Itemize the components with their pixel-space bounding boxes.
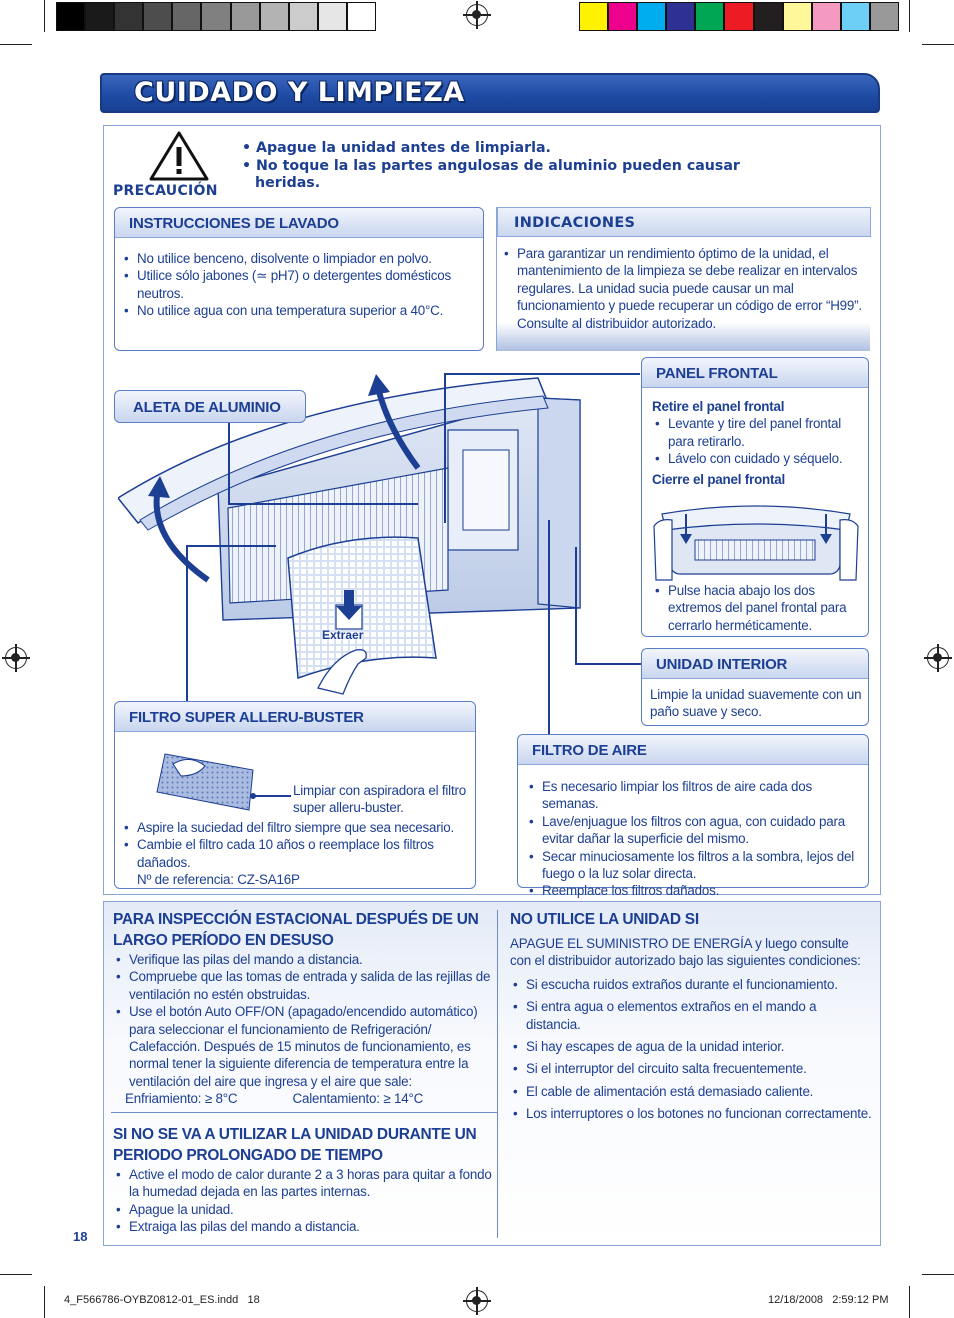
- list-item: • Lave/enjuague los filtros con agua, con cuidado para evitar dañar la superficie del mismo.: [526, 813, 866, 848]
- close-panel-illustration: [650, 496, 862, 581]
- aluminium-fin-box: [114, 390, 306, 423]
- connector-line: [186, 545, 188, 701]
- crop-mark: [909, 0, 910, 32]
- list-item: • Si hay escapes de agua de la unidad interior.: [510, 1038, 872, 1055]
- connector-line: [444, 373, 446, 523]
- color-swatch: [114, 2, 143, 31]
- registration-mark-icon: [466, 1290, 488, 1312]
- indications-header: INDICACIONES: [514, 215, 636, 231]
- column-divider: [497, 910, 498, 1238]
- heating-value: Calentamiento: ≥ 14°C: [292, 1091, 424, 1107]
- list-item: • Para garantizar un rendimiento óptimo de la unidad, el mantenimiento de la limpieza se debe realizar en intervalos regulares. La unidad sucia puede causar un mal funcionamiento y puede recuperar un código de error “H99”. Consulte al distribuidor autorizado.: [501, 245, 867, 332]
- do-not-use-intro: APAGUE EL SUMINISTRO DE ENERGÍA y luego consulte con el distribuidor autorizado bajo las siguientes condiciones:: [510, 936, 861, 969]
- list-item: • Secar minuciosamente los filtros a la sombra, lejos del fuego o la luz solar directa.: [526, 848, 866, 883]
- color-swatch: [637, 2, 666, 31]
- connector-line: [228, 503, 418, 505]
- title-banner: [100, 73, 880, 113]
- aluminium-fin-header: ALETA DE ALUMINIO: [133, 399, 281, 416]
- color-swatch: [579, 2, 608, 31]
- washing-header: INSTRUCCIONES DE LAVADO: [129, 215, 339, 232]
- registration-mark-icon: [5, 647, 27, 669]
- caution-line: • No toque la las partes angulosas de aluminio pueden causar: [242, 157, 740, 174]
- list-item: • Si el interruptor del circuito salta frecuentemente.: [510, 1060, 872, 1077]
- caution-line: heridas.: [255, 175, 321, 191]
- footer-file-info: 4_F566786-OYBZ0812-01_ES.indd 18: [64, 1294, 260, 1306]
- box-header: [642, 649, 868, 679]
- color-swatch: [231, 2, 260, 31]
- color-swatch: [608, 2, 637, 31]
- list-item: • Compruebe que las tomas de entrada y salida de las rejillas de ventilación no estén obstruidas.: [113, 968, 491, 1003]
- color-swatch: [812, 2, 841, 31]
- crop-mark: [0, 44, 32, 45]
- air-filter-box: [517, 734, 869, 899]
- crop-mark: [909, 1286, 910, 1318]
- crop-mark: [922, 1274, 954, 1275]
- list-item: • Pulse hacia abajo los dos extremos del panel frontal para cerrarlo herméticamente.: [652, 582, 864, 634]
- crop-mark: [44, 0, 45, 32]
- footer-timestamp: 12/18/2008 2:59:12 PM: [768, 1294, 889, 1306]
- list-item: • Levante y tire del panel frontal para retirarlo.: [652, 415, 864, 450]
- box-header: [115, 208, 483, 238]
- reference-number: Nº de referencia: CZ-SA16P: [137, 872, 300, 888]
- super-filter-box: [114, 701, 476, 889]
- list-item: • Apague la unidad.: [113, 1201, 493, 1218]
- color-swatch: [289, 2, 318, 31]
- temperature-row: [113, 1090, 491, 1107]
- indoor-unit-box: [641, 648, 869, 726]
- color-swatch: [724, 2, 753, 31]
- crop-mark: [0, 1274, 32, 1275]
- color-swatch: [666, 2, 695, 31]
- connector-line: [444, 373, 640, 375]
- connector-line: [548, 520, 550, 735]
- list-item: • Si escucha ruidos extraños durante el funcionamiento.: [510, 976, 872, 993]
- box-header: [642, 358, 868, 388]
- super-filter-caption: Limpiar con aspiradora el filtro super alleru-buster.: [293, 783, 466, 816]
- list-item: • Extraiga las pilas del mando a distancia.: [113, 1218, 493, 1235]
- list-item: • Aspire la suciedad del filtro siempre que sea necesario.: [121, 819, 471, 836]
- list-item: • Active el modo de calor durante 2 a 3 horas para quitar a fondo la humedad dejada en las partes internas.: [113, 1166, 493, 1201]
- color-swatch: [783, 2, 812, 31]
- color-swatch: [172, 2, 201, 31]
- box-header: [518, 735, 868, 765]
- color-swatch: [347, 2, 376, 31]
- list-item: • Utilice sólo jabones (≃ pH7) o detergentes domésticos neutros.: [121, 267, 477, 302]
- indoor-unit-text: Limpie la unidad suavemente con un paño suave y seco.: [650, 687, 862, 720]
- list-item: • El cable de alimentación está demasiado caliente.: [510, 1083, 872, 1100]
- connector-line: [228, 423, 230, 505]
- warning-triangle-icon: [148, 130, 210, 182]
- indications-box: [496, 207, 870, 351]
- crop-mark: [922, 44, 954, 45]
- color-swatch: [870, 2, 899, 31]
- do-not-use-header: NO UTILICE LA UNIDAD SI: [510, 911, 699, 928]
- page-title: CUIDADO Y LIMPIEZA: [134, 77, 465, 108]
- box-header: [115, 702, 475, 732]
- connector-line: [575, 663, 641, 665]
- gray-color-bar: [56, 0, 376, 33]
- process-color-bar: [579, 0, 899, 33]
- caution-label: PRECAUCIÓN: [113, 183, 218, 199]
- caution-line: • Apague la unidad antes de limpiarla.: [242, 140, 551, 156]
- color-swatch: [318, 2, 347, 31]
- row-divider: [111, 1112, 497, 1113]
- list-item: • Cambie el filtro cada 10 años o reemplace los filtros dañados.: [121, 836, 471, 871]
- list-item: • Reemplace los filtros dañados.: [526, 882, 866, 899]
- air-filter-header: FILTRO DE AIRE: [532, 742, 647, 759]
- page-number: 18: [73, 1229, 88, 1244]
- color-swatch: [260, 2, 289, 31]
- color-swatch: [56, 2, 85, 31]
- color-swatch: [695, 2, 724, 31]
- color-swatch: [841, 2, 870, 31]
- list-item: • Verifique las pilas del mando a distancia.: [113, 951, 491, 968]
- crop-mark: [44, 1286, 45, 1318]
- cooling-value: Enfriamiento: ≥ 8°C: [125, 1091, 238, 1107]
- list-item: • Lávelo con cuidado y séquelo.: [652, 450, 864, 467]
- color-swatch: [85, 2, 114, 31]
- color-swatch: [201, 2, 230, 31]
- color-swatch: [143, 2, 172, 31]
- front-panel-box: [641, 357, 869, 637]
- remove-title: Retire el panel frontal: [652, 399, 785, 414]
- front-panel-header: PANEL FRONTAL: [656, 365, 778, 382]
- washing-instructions-box: [114, 207, 484, 351]
- connector-line: [186, 545, 276, 547]
- list-item: • Use el botón Auto OFF/ON (apagado/encendido automático) para seleccionar el funcionamiento de Refrigeración/ Calefacción. Después de 15 minutos de funcionamiento, es normal tener la siguiente diferencia de temperatura entre la ventilación del aire que ingresa y el aire que sale:: [113, 1003, 491, 1090]
- list-item: • Los interruptores o los botones no funcionan correctamente.: [510, 1105, 872, 1122]
- seasonal-header: PARA INSPECCIÓN ESTACIONAL DESPUÉS DE UN LARGO PERÍODO EN DESUSO: [113, 911, 479, 949]
- indications-header-bar: [497, 207, 871, 237]
- close-title: Cierre el panel frontal: [652, 471, 786, 487]
- list-item: • Si entra agua o elementos extraños en el mando a distancia.: [510, 998, 872, 1033]
- super-filter-header: FILTRO SUPER ALLERU-BUSTER: [129, 709, 364, 726]
- color-swatch: [754, 2, 783, 31]
- long-unused-header: SI NO SE VA A UTILIZAR LA UNIDAD DURANTE UN PERIODO PROLONGADO DE TIEMPO: [113, 1126, 477, 1164]
- caution-text: [242, 140, 822, 193]
- list-item: • No utilice agua con una temperatura superior a 40°C.: [121, 302, 477, 319]
- extract-label: Extraer: [322, 628, 364, 642]
- indoor-unit-header: UNIDAD INTERIOR: [656, 656, 788, 673]
- list-item: • Es necesario limpiar los filtros de aire cada dos semanas.: [526, 778, 866, 813]
- list-item: • No utilice benceno, disolvente o limpiador en polvo.: [121, 250, 477, 267]
- connector-line: [575, 547, 577, 664]
- registration-mark-icon: [466, 4, 488, 26]
- registration-mark-icon: [927, 647, 949, 669]
